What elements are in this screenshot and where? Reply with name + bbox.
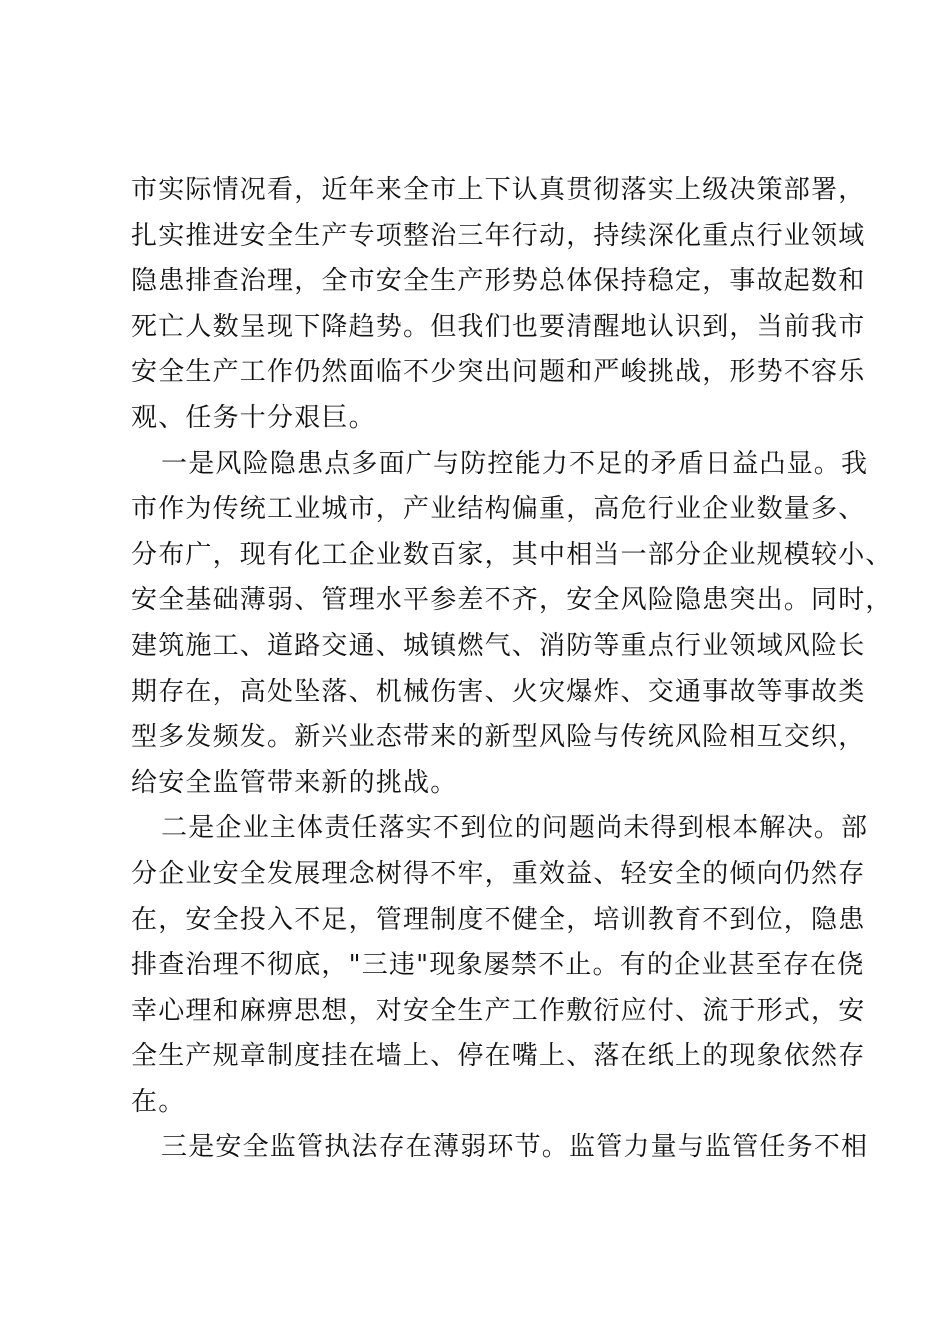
text-line: 给安全监管带来新的挑战。 [131,767,458,798]
text-line: 安全基础薄弱、管理水平参差不齐，安全风险隐患突出。同时， [131,585,893,616]
text-line: 分布广，现有化工企业数百家，其中相当一部分企业规模较小、 [131,539,893,570]
text-line: 观、任务十分艰巨。 [131,402,376,433]
text-line: 市作为传统工业城市，产业结构偏重，高危行业企业数量多、 [131,494,866,525]
text-line: 扎实推进安全生产专项整治三年行动，持续深化重点行业领域 [131,220,866,251]
text-line: 全生产规章制度挂在墙上、停在嘴上、落在纸上的现象依然存 [131,1041,866,1072]
text-line: 二是企业主体责任落实不到位的问题尚未得到根本解决。部 [161,813,869,844]
text-line: 建筑施工、道路交通、城镇燃气、消防等重点行业领域风险长 [131,630,866,661]
text-line: 死亡人数呈现下降趋势。但我们也要清醒地认识到，当前我市 [131,311,866,342]
text-line: 幸心理和麻痹思想，对安全生产工作敷衍应付、流于形式，安 [131,995,866,1026]
text-line: 一是风险隐患点多面广与防控能力不足的矛盾日益凸显。我 [161,448,869,479]
text-line: 期存在，高处坠落、机械伤害、火灾爆炸、交通事故等事故类 [131,676,866,707]
text-line: 型多发频发。新兴业态带来的新型风险与传统风险相互交织， [131,722,866,753]
text-line: 三是安全监管执法存在薄弱环节。监管力量与监管任务不相 [161,1132,869,1163]
body-text [131,168,893,1171]
text-line: 在。 [131,1086,186,1117]
text-line: 排查治理不彻底，"三违"现象屡禁不止。有的企业甚至存在侥 [131,950,865,981]
text-line: 分企业安全发展理念树得不牢，重效益、轻安全的倾向仍然存 [131,858,866,889]
text-line: 隐患排查治理，全市安全生产形势总体保持稳定，事故起数和 [131,266,866,297]
text-line: 安全生产工作仍然面临不少突出问题和严峻挑战，形势不容乐 [131,357,866,388]
text-line: 市实际情况看，近年来全市上下认真贯彻落实上级决策部署， [131,175,866,205]
text-line: 在，安全投入不足，管理制度不健全，培训教育不到位，隐患 [131,904,866,935]
